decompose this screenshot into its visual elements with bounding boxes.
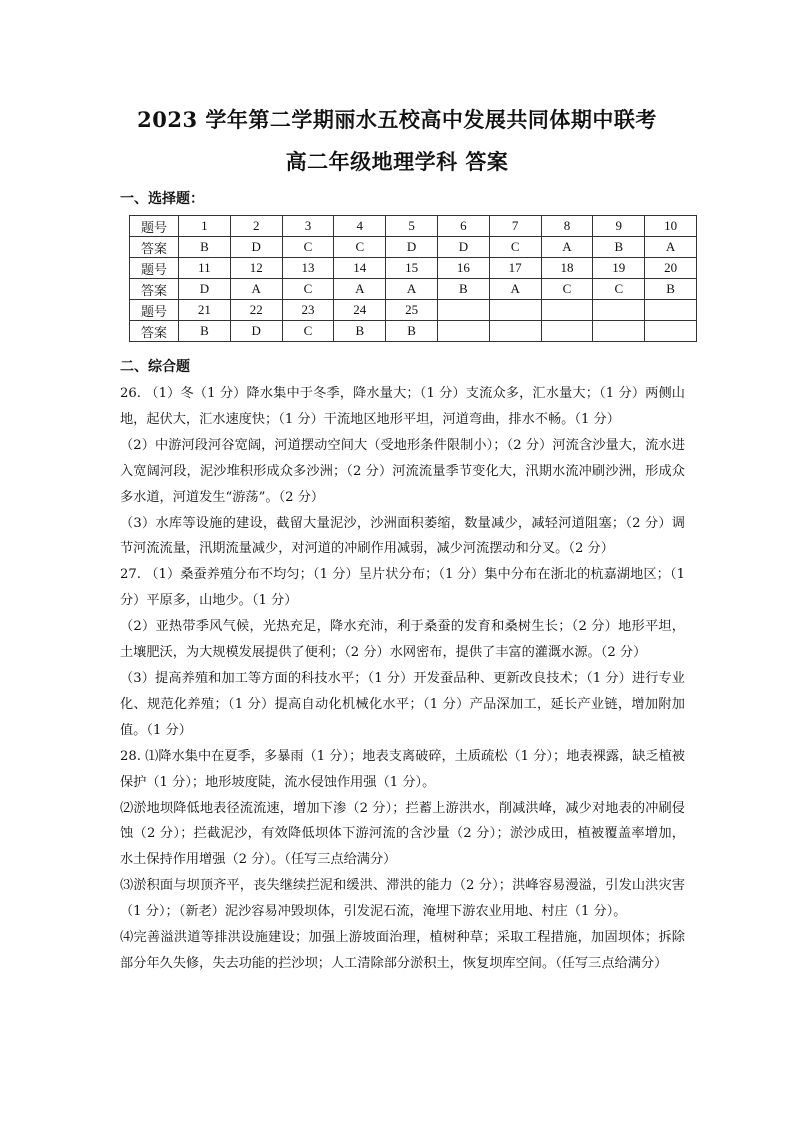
answer-table-cell: 7 <box>489 216 541 237</box>
answer-table-cell: 23 <box>282 300 334 321</box>
answer-table-cell: B <box>179 237 231 258</box>
answer-table-cell: 15 <box>386 258 438 279</box>
answer-table-cell: D <box>230 321 282 342</box>
answer-table-cell <box>437 300 489 321</box>
answer-paragraph: ⑶淤积面与坝顶齐平，丧失继续拦泥和缓洪、滞洪的能力（2 分）；洪峰容易漫溢，引发山洪灾害（1 分）；（新老）泥沙容易冲毁坝体，引发泥石流，淹埋下游农业用地、村庄（1 分）。 <box>120 878 685 920</box>
answer-table-cell <box>541 321 593 342</box>
answer-table-cell: C <box>334 237 386 258</box>
section-heading-multiple-choice: 一、选择题： <box>120 191 204 207</box>
answer-table-cell: C <box>282 279 334 300</box>
answer-table-cell: 2 <box>230 216 282 237</box>
answer-table-cell: B <box>645 279 697 300</box>
answer-paragraph: ⑵淤地坝降低地表径流流速，增加下渗（2 分）；拦蓄上游洪水，削减洪峰，减少对地表的冲刷侵蚀（2 分）；拦截泥沙，有效降低坝体下游河流的含沙量（2 分）；淤沙成田，植被覆盖率增加，水土保持作用增强（2 分）。（任写三点给满分） <box>120 800 685 868</box>
page-subtitle: 高二年级地理学科 答案 <box>285 149 509 174</box>
answer-paragraph: 26. （1）冬（1 分）降水集中于冬季，降水量大；（1 分）支流众多，汇水量大；（1 分）两侧山地，起伏大，汇水速度快；（1 分）干流地区地形平坦，河道弯曲，排水不畅。（1 分） <box>120 386 685 427</box>
answer-table-cell: A <box>541 237 593 258</box>
section-heading-comprehensive: 二、综合题 <box>120 359 190 375</box>
answer-table-cell: B <box>593 237 645 258</box>
answer-table-cell <box>645 300 697 321</box>
answer-table-cell: A <box>645 237 697 258</box>
answer-table-cell: 21 <box>179 300 231 321</box>
answer-table-cell: 13 <box>282 258 334 279</box>
answer-table-cell: D <box>386 237 438 258</box>
answer-table-row <box>130 258 697 279</box>
answer-table-cell: 6 <box>437 216 489 237</box>
answer-table-cell: C <box>282 321 334 342</box>
answer-table-row-label: 题号 <box>130 258 179 279</box>
answer-table-cell: 25 <box>386 300 438 321</box>
answer-table-cell: 24 <box>334 300 386 321</box>
answer-table-cell <box>593 321 645 342</box>
answer-table-cell: 5 <box>386 216 438 237</box>
answer-table-row-label: 题号 <box>130 300 179 321</box>
answer-table-cell: A <box>230 279 282 300</box>
answer-table-cell: 1 <box>179 216 231 237</box>
answer-table-cell <box>437 321 489 342</box>
answer-table-cell: 17 <box>489 258 541 279</box>
answer-table-cell: D <box>437 237 489 258</box>
answer-table-cell: A <box>489 279 541 300</box>
answer-table-row-label: 答案 <box>130 237 179 258</box>
answer-table-row <box>130 300 697 321</box>
answer-table-cell: C <box>593 279 645 300</box>
answer-table-row <box>130 279 697 300</box>
page-title: 2023 学年第二学期丽水五校高中发展共同体期中联考 <box>137 107 657 132</box>
answer-table-cell: 14 <box>334 258 386 279</box>
answer-table-cell: 20 <box>645 258 697 279</box>
answer-table-row-label: 答案 <box>130 279 179 300</box>
answer-table-cell: B <box>334 321 386 342</box>
answer-table-cell: 11 <box>179 258 231 279</box>
answer-table-cell: C <box>282 237 334 258</box>
answer-table-cell: D <box>230 237 282 258</box>
answer-paragraph: （3）水库等设施的建设，截留大量泥沙，沙洲面积萎缩，数量减少，减轻河道阻塞；（2 分）调节河流流量，汛期流量减少，对河道的冲刷作用减弱，减少河流摆动和分叉。（2 分） <box>120 515 685 557</box>
answer-paragraph: （3）提高养殖和加工等方面的科技水平；（1 分）开发蚕品种、更新改良技术；（1 分）进行专业化、规范化养殖；（1 分）提高自动化机械化水平；（1 分）产品深加工，延长产业链，增加附加值。（1 分） <box>120 670 685 738</box>
answer-table-cell: 12 <box>230 258 282 279</box>
answer-paragraph: （2）中游河段河谷宽阔，河道摆动空间大（受地形条件限制小）；（2 分）河流含沙量大，流水进入宽阔河段，泥沙堆积形成众多沙洲；（2 分）河流流量季节变化大，汛期水流冲刷沙洲，形成众多水道，河道发生“游荡”。（2 分） <box>120 437 685 505</box>
answer-table-cell <box>541 300 593 321</box>
answer-table-cell: D <box>179 279 231 300</box>
answer-table-row <box>130 237 697 258</box>
answer-table-cell <box>489 321 541 342</box>
answer-table-cell: 16 <box>437 258 489 279</box>
answer-table-cell: A <box>334 279 386 300</box>
answer-table <box>129 215 697 342</box>
answer-paragraph: 27. （1）桑蚕养殖分布不均匀；（1 分）呈片状分布；（1 分）集中分布在浙北的杭嘉湖地区；（1 分）平原多，山地少。（1 分） <box>120 567 685 609</box>
answer-table-cell: A <box>386 279 438 300</box>
answer-table-cell: 4 <box>334 216 386 237</box>
answer-table-cell: C <box>489 237 541 258</box>
answer-table-cell: B <box>179 321 231 342</box>
answer-table-cell: B <box>437 279 489 300</box>
answer-table-cell <box>489 300 541 321</box>
answer-table-cell: 3 <box>282 216 334 237</box>
answer-table-cell: 18 <box>541 258 593 279</box>
answer-table-cell: 10 <box>645 216 697 237</box>
answer-table-cell: 22 <box>230 300 282 321</box>
answer-paragraph: ⑷完善溢洪道等排洪设施建设；加强上游坡面治理，植树种草；采取工程措施，加固坝体；拆除部分年久失修，失去功能的拦沙坝；人工清除部分淤积土，恢复坝库空间。（任写三点给满分） <box>120 930 685 971</box>
answer-table-cell <box>593 300 645 321</box>
answer-paragraph: （2）亚热带季风气候，光热充足，降水充沛，利于桑蚕的发育和桑树生长；（2 分）地形平坦，土壤肥沃，为大规模发展提供了便利；（2 分）水网密布，提供了丰富的灌溉水源。（2 分） <box>120 619 685 661</box>
answer-table-row <box>130 321 697 342</box>
answer-table-cell <box>645 321 697 342</box>
answer-table-cell: B <box>386 321 438 342</box>
answer-table-row <box>130 216 697 237</box>
answer-table-row-label: 题号 <box>130 216 179 237</box>
answer-table-cell: 8 <box>541 216 593 237</box>
answer-table-row-label: 答案 <box>130 321 179 342</box>
answer-table-cell: 19 <box>593 258 645 279</box>
answer-table-cell: C <box>541 279 593 300</box>
answer-paragraph: 28. ⑴降水集中在夏季，多暴雨（1 分）；地表支离破碎，土质疏松（1 分）；地表裸露，缺乏植被保护（1 分）；地形坡度陡，流水侵蚀作用强（1 分）。 <box>120 748 685 790</box>
answer-body <box>120 381 685 977</box>
answer-table-cell: 9 <box>593 216 645 237</box>
